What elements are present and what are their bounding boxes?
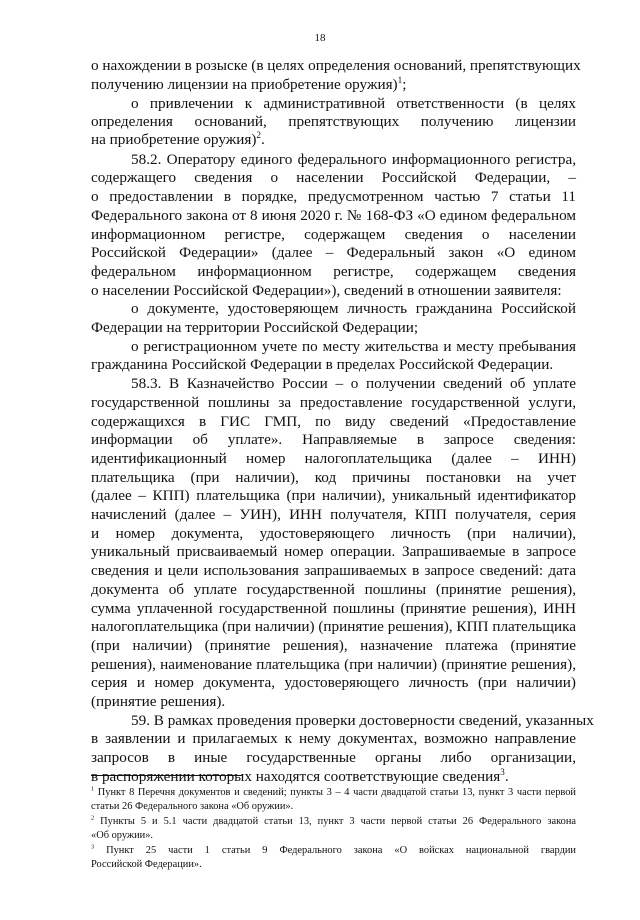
footnote-divider — [91, 775, 243, 776]
body-line: информации об уплате». Направляемые в запросе сведения: — [91, 431, 576, 448]
body-line: определения оснований, препятствующих получению лицензии — [91, 113, 576, 130]
body-line: о регистрационном учете по месту жительства и месту пребывания — [131, 338, 576, 355]
body-line: серия и номер документа, удостоверяющего личность (при наличии) — [91, 674, 576, 691]
body-line: Федерального закона от 8 июня 2020 г. № 168-ФЗ «О едином федеральном — [91, 207, 576, 224]
body-line: сведения и цели использования запрашиваемых в запросе сведений: дата — [91, 562, 576, 579]
body-line: о привлечении к административной ответственности (в целях — [131, 95, 576, 112]
body-line: 59. В рамках проведения проверки достоверности сведений, указанных — [131, 712, 594, 729]
body-line: и номер документа, удостоверяющего личность (при наличии), — [91, 525, 576, 542]
body-line: о нахождении в розыске (в целях определения оснований, препятствующих — [91, 57, 581, 74]
body-line: документа об уплате государственной пошлины (принятие решения), — [91, 581, 576, 598]
page-number: 18 — [314, 32, 326, 44]
footnote-ref: 3 — [500, 766, 505, 777]
footnote-line: «Об оружии». — [91, 830, 153, 841]
body-line: (далее – КПП) плательщика (при наличии), уникальный идентификатор — [91, 487, 576, 504]
body-line: содержащего сведения о населении Российской Федерации, – — [91, 169, 576, 186]
footnote-mark: 2 — [91, 814, 95, 822]
footnote-line: $^1$ Пункт 8 Перечня документов и сведений; пункты 3 – 4 части двадцатой статьи 13, пункт 3 части первой — [91, 785, 576, 798]
footnote-ref: 2 — [256, 129, 261, 140]
body-line: (при наличии) (принятие решения), назначение платежа (принятие — [91, 637, 576, 654]
body-line: федеральном информационном регистре, содержащем сведения — [91, 263, 576, 280]
footnote-ref: 1 — [397, 74, 403, 85]
footnote-mark: 1 — [91, 785, 95, 793]
footnote-line: статьи 26 Федерального закона «Об оружии». — [91, 801, 294, 812]
footnote-line: $^2$ Пункты 5 и 5.1 части двадцатой статьи 13, пункт 3 части первой статьи 26 Федерального закона — [91, 814, 576, 827]
body-line: уникальный присваиваемый номер операции. Запрашиваемые в запросе — [91, 543, 576, 560]
body-line: (принятие решения). — [91, 693, 226, 710]
body-line: 58.3. В Казначейство России – о получении сведений об уплате — [131, 375, 576, 392]
body-line: в заявлении и прилагаемых к нему документах, возможно направление — [91, 730, 576, 747]
body-line: о предоставлении в порядке, предусмотренном частью 7 статьи 11 — [91, 188, 576, 205]
body-line: гражданина Российской Федерации в пределах Российской Федерации. — [91, 356, 554, 373]
body-line: идентификационный номер налогоплательщика (далее – ИНН) — [91, 450, 576, 467]
body-line: о населении Российской Федерации»), сведений в отношении заявителя: — [91, 282, 562, 299]
body-line: начислений (далее – УИН), ИНН получателя, КПП получателя, серия — [91, 506, 576, 523]
footnote-mark: 3 — [91, 843, 95, 851]
body-line: в распоряжении которых находятся соответствующие сведения$^3$. — [91, 766, 509, 785]
body-line: сумма уплаченной государственной пошлины (принятие решения), ИНН — [91, 600, 576, 617]
body-line: Российской Федерации» (далее – Федеральный закон «О едином — [91, 244, 576, 261]
body-line: решения), наименование плательщика (при наличии) (принятие решения), — [91, 656, 576, 673]
body-line: плательщика (при наличии), код причины постановки на учет — [91, 469, 576, 486]
body-line: запросов в иные государственные органы либо организации, — [91, 749, 576, 766]
body-line: Федерации на территории Российской Федерации; — [91, 319, 419, 336]
body-line: налогоплательщика (при наличии) (принятие решения), КПП плательщика — [91, 618, 576, 635]
footnote-line: $^3$ Пункт 25 части 1 статьи 9 Федерального закона «О войсках национальной гвардии — [91, 843, 576, 856]
body-line: информационном регистре, содержащем сведения о населении — [91, 226, 576, 243]
body-line: содержащихся в ГИС ГМП, по виду сведений «Предоставление — [91, 413, 576, 430]
footnote-line: Российской Федерации». — [91, 859, 202, 870]
body-line: получению лицензии на приобретение оружия)$^1$; — [91, 74, 407, 93]
body-line: 58.2. Оператору единого федерального информационного регистра, — [131, 151, 576, 168]
body-line: на приобретение оружия)$^2$. — [91, 129, 265, 148]
body-line: государственной пошлины за предоставление государственной услуги, — [91, 394, 576, 411]
body-line: о документе, удостоверяющем личность гражданина Российской — [131, 300, 576, 317]
